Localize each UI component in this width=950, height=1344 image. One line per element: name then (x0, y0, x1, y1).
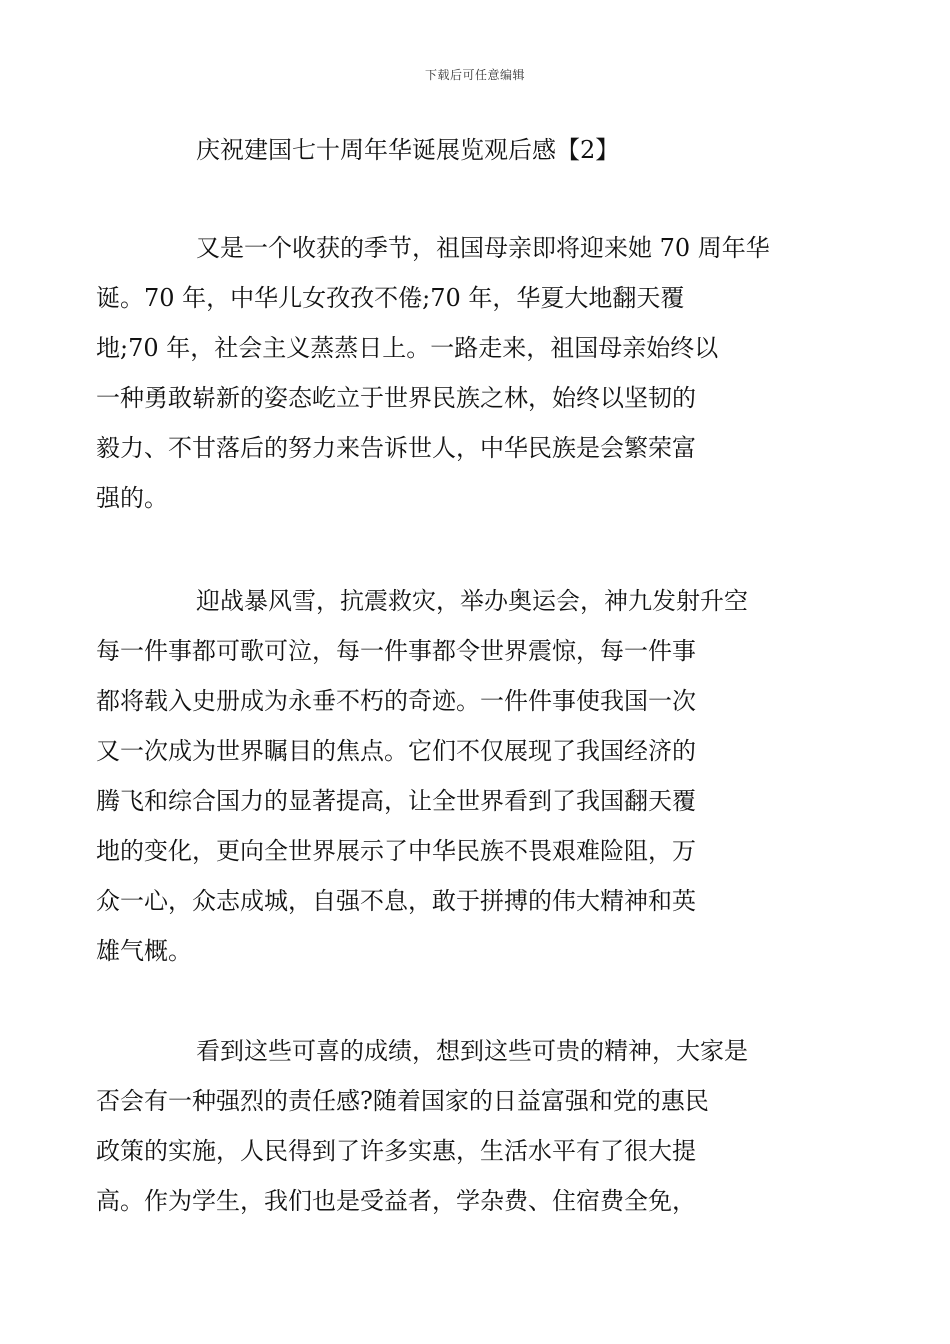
paragraph-line: 一种勇敢崭新的姿态屹立于世界民族之林，始终以坚韧的 (96, 384, 696, 412)
paragraph (96, 1026, 816, 1226)
paragraph-line: 强的。 (96, 484, 168, 512)
paragraph-line: 都将载入史册成为永垂不朽的奇迹。一件件事使我国一次 (96, 687, 696, 715)
paragraph-line: 又一次成为世界瞩目的焦点。它们不仅展现了我国经济的 (96, 737, 696, 765)
paragraph (96, 223, 816, 523)
paragraph-line: 毅力、不甘落后的努力来告诉世人，中华民族是会繁荣富 (96, 434, 696, 462)
paragraph-line: 地;70 年，社会主义蒸蒸日上。一路走来，祖国母亲始终以 (96, 334, 719, 362)
paragraph-line: 每一件事都可歌可泣，每一件事都令世界震惊，每一件事 (96, 637, 696, 665)
paragraph-line: 迎战暴风雪，抗震救灾，举办奥运会，神九发射升空 (196, 587, 748, 615)
paragraph-line: 众一心，众志成城，自强不息，敢于拼搏的伟大精神和英 (96, 887, 696, 915)
paragraph-line: 政策的实施，人民得到了许多实惠，生活水平有了很大提 (96, 1137, 696, 1165)
paragraph-line: 又是一个收获的季节，祖国母亲即将迎来她 70 周年华 (196, 234, 770, 262)
paragraph-line: 诞。70 年，中华儿女孜孜不倦;70 年，华夏大地翻天覆 (96, 284, 685, 312)
paragraph-line: 高。作为学生，我们也是受益者，学杂费、住宿费全免， (96, 1187, 696, 1215)
paragraph (96, 576, 816, 976)
document-title: 庆祝建国七十周年华诞展览观后感【2】 (196, 136, 620, 164)
paragraph-line: 否会有一种强烈的责任感?随着国家的日益富强和党的惠民 (96, 1087, 709, 1115)
paragraph-line: 看到这些可喜的成绩，想到这些可贵的精神，大家是 (196, 1037, 748, 1065)
paragraph-line: 腾飞和综合国力的显著提高，让全世界看到了我国翻天覆 (96, 787, 696, 815)
paragraph-line: 地的变化，更向全世界展示了中华民族不畏艰难险阻，万 (96, 837, 696, 865)
paragraph-line: 雄气概。 (96, 937, 192, 965)
header-note: 下载后可任意编辑 (424, 68, 525, 82)
